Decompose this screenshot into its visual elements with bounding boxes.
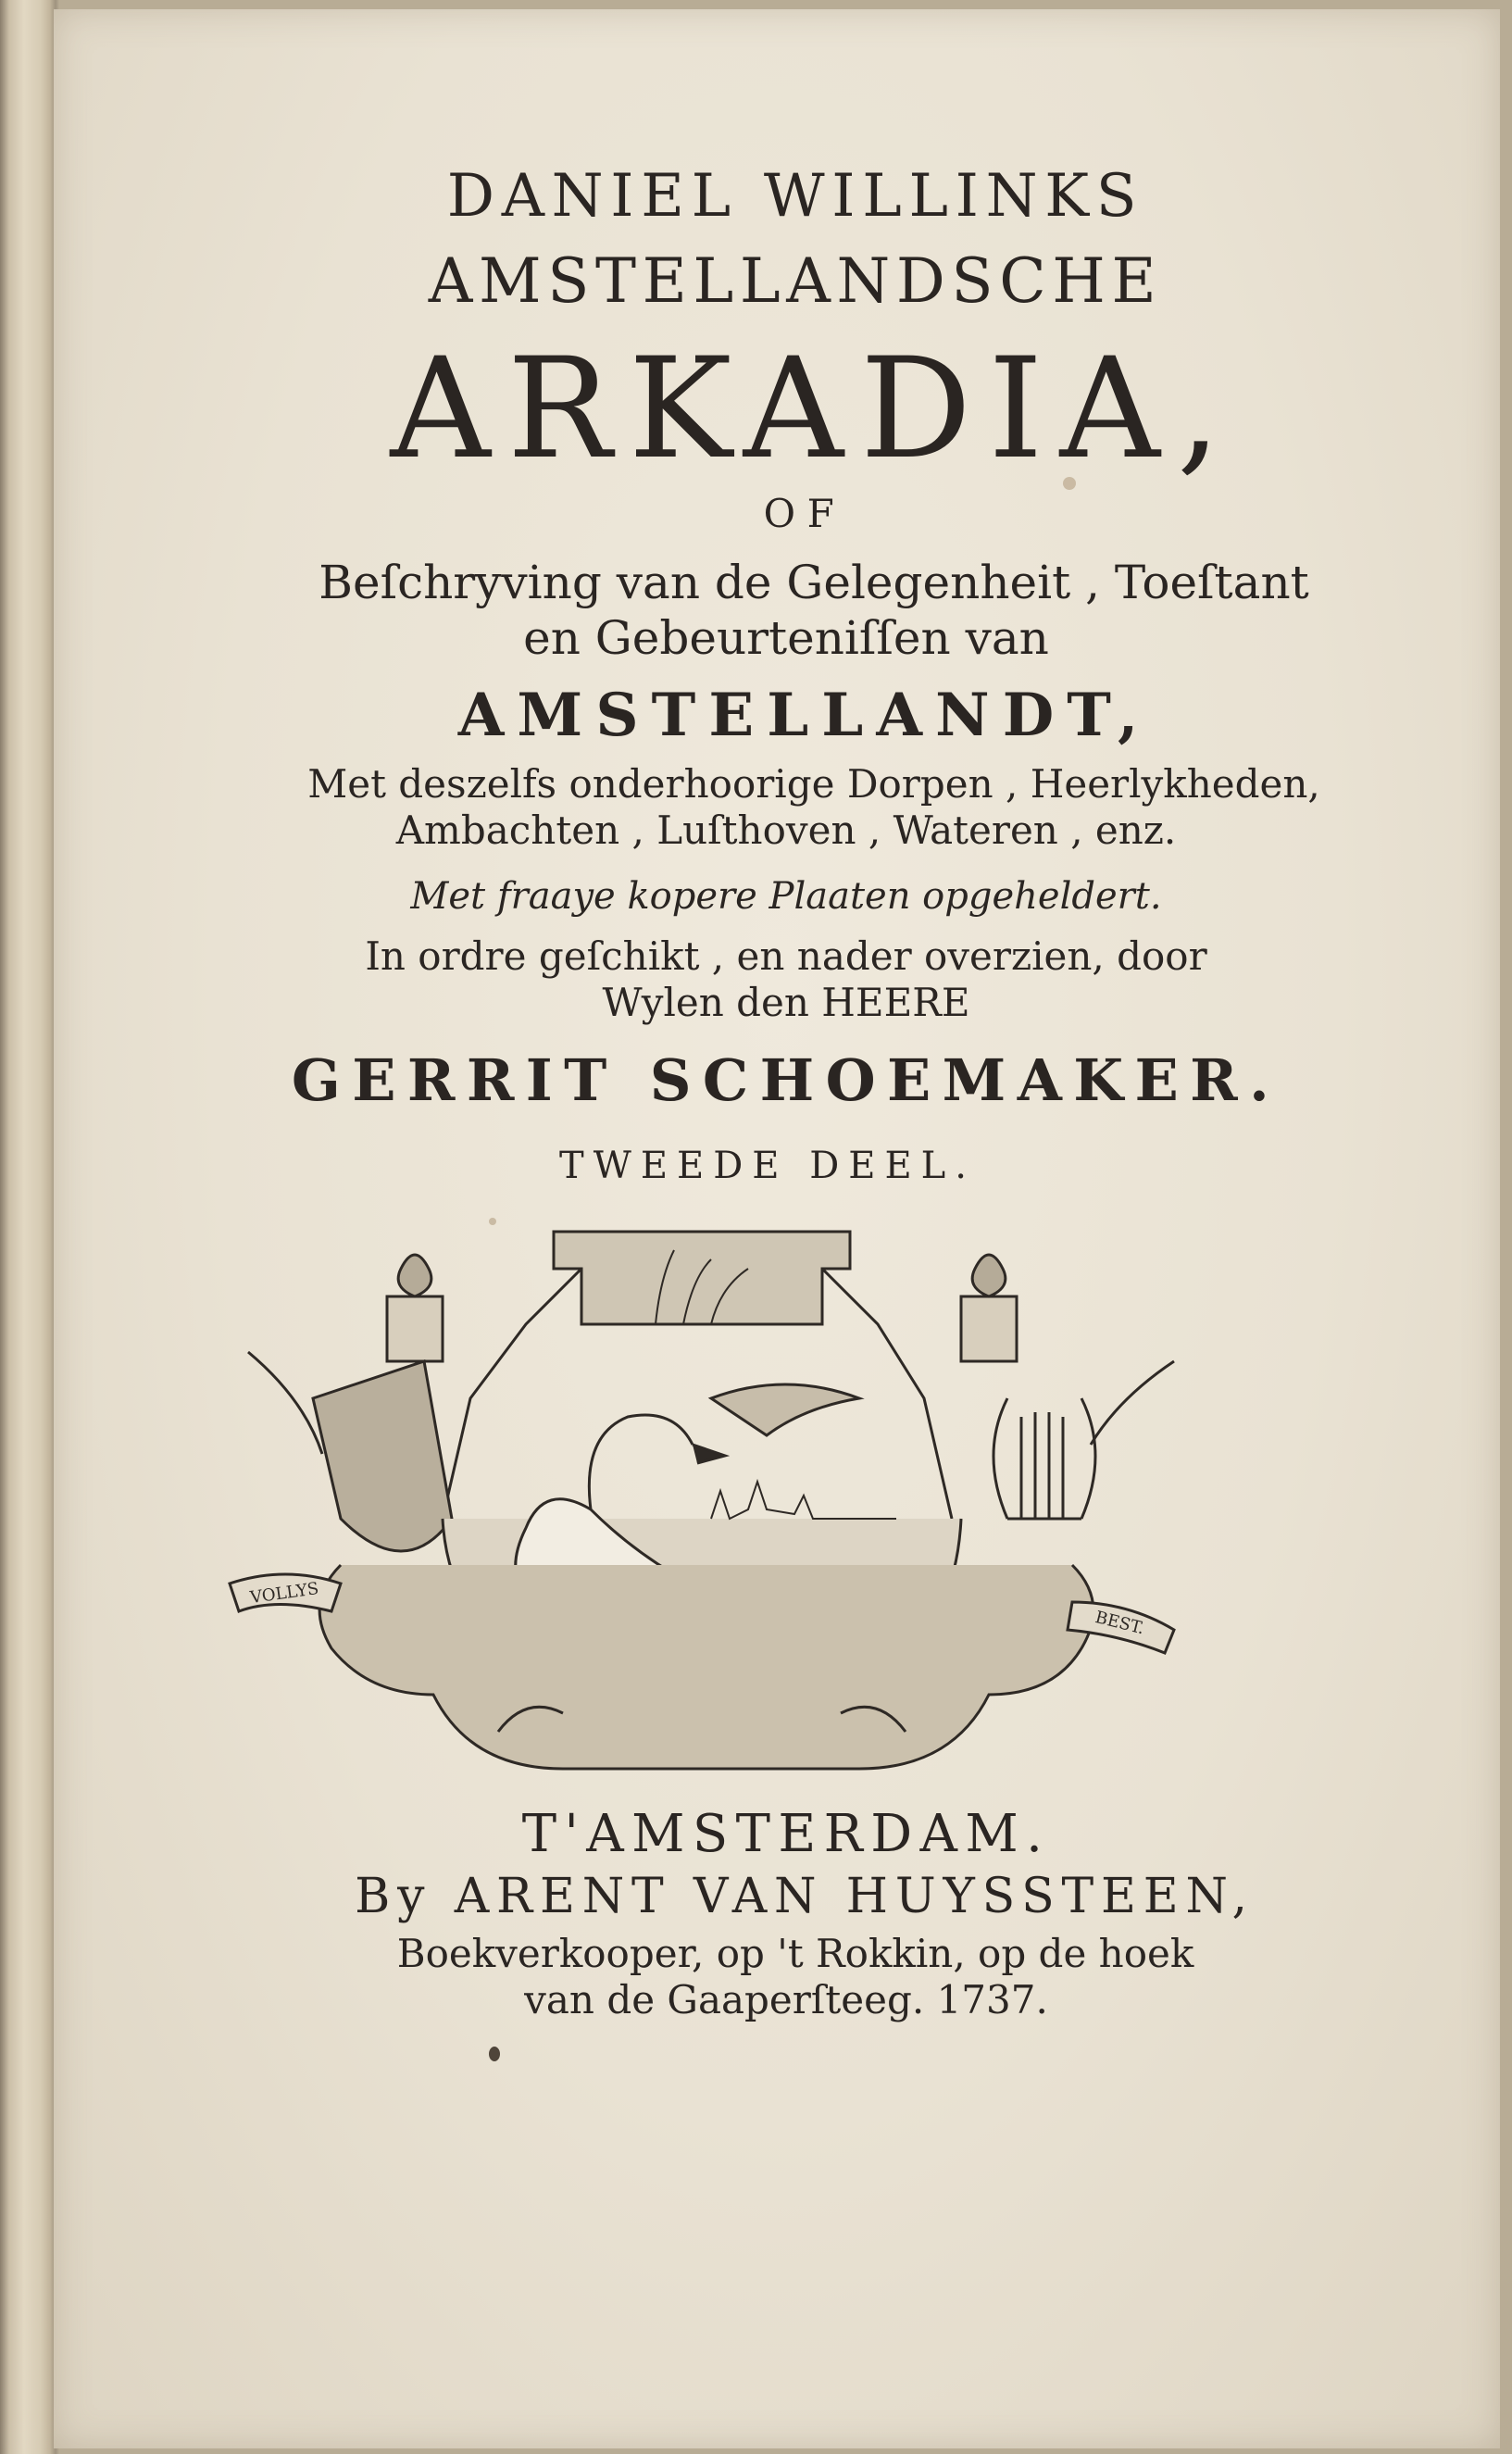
place-title: AMSTELLANDT,	[457, 681, 1152, 750]
volume-label: TWEEDE DEEL.	[559, 1145, 976, 1187]
editor-line-2: Wylen den HEERE	[602, 980, 970, 1025]
main-title: ARKADIA,	[390, 329, 1238, 490]
subtitle-line-1: Beſchryving van de Gelegenheit , Toeſtant	[319, 556, 1309, 609]
subtitle-line-4: Ambachten , Luſthoven , Wateren , enz.	[395, 808, 1177, 853]
author-line: DANIEL WILLINKS	[446, 162, 1144, 231]
subtitle-line-3: Met deszelfs onderhoorige Dorpen , Heerlykheden,	[307, 761, 1320, 807]
subtitle-line-2: en Gebeurteniſſen van	[523, 611, 1049, 665]
imprint-place: T'AMSTERDAM.	[521, 1804, 1051, 1864]
imprint-publisher: By ARENT VAN HUYSSTEEN,	[355, 1869, 1255, 1924]
ribbon-right-text: BEST.	[1093, 1607, 1146, 1639]
swan-engraving-vignette	[193, 1213, 1211, 1806]
title-page	[54, 9, 1500, 2448]
ribbon-left-text: VOLLYS	[248, 1578, 320, 1609]
imprint-address-1: Boekverkooper, op 't Rokkin, op de hoek	[396, 1931, 1194, 1976]
title-line-1: AMSTELLANDSCHE	[428, 245, 1163, 317]
ink-mark	[489, 2047, 500, 2061]
imprint-address-2: van de Gaaperſteeg. 1737.	[524, 1977, 1048, 2022]
plates-note: Met fraaye kopere Plaaten opgeheldert.	[410, 875, 1162, 918]
editor-name: GERRIT SCHOEMAKER.	[291, 1046, 1281, 1114]
title-of: OF	[763, 491, 846, 536]
editor-line-1: In ordre geſchikt , en nader overzien, door	[365, 933, 1207, 979]
